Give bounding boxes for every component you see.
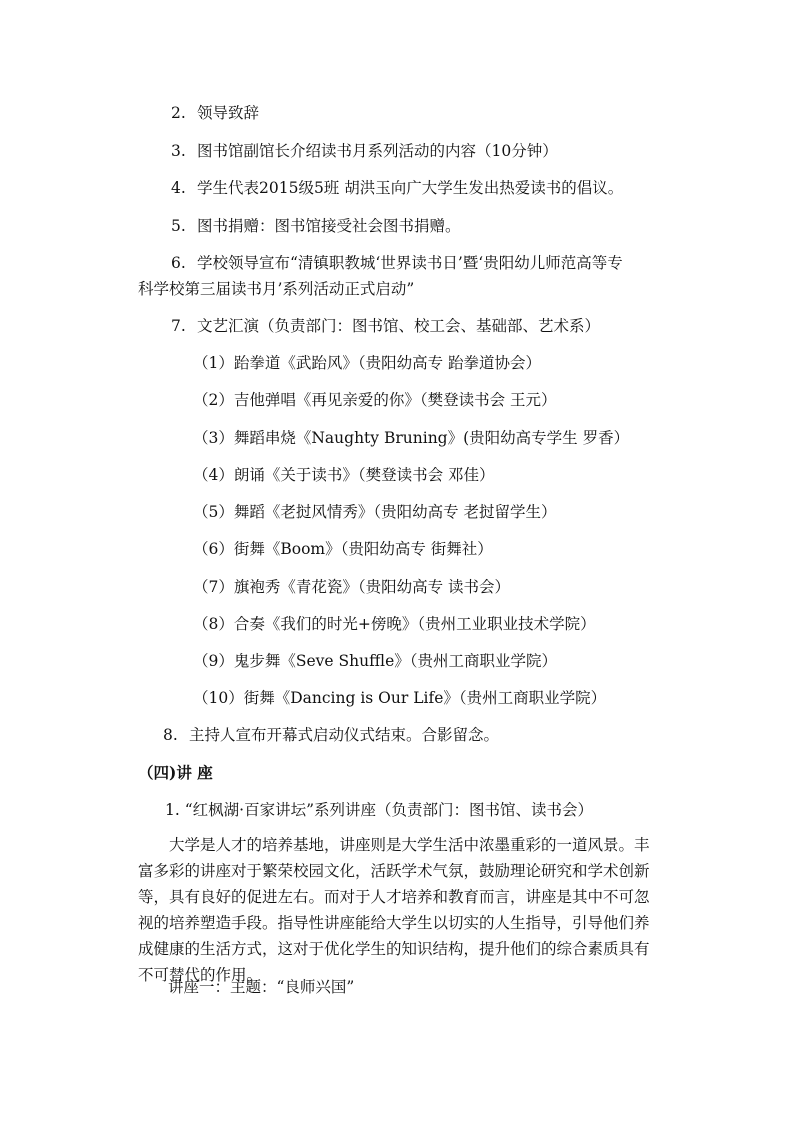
body-paragraph: 大学是人才的培养基地，讲座则是大学生活中浓墨重彩的一道风景。丰富多彩的讲座对于繁荣校园文化，活跃学术气氛，鼓励理论研究和学术创新等，具有良好的促进左右。而对于人才培养和教育而言，讲座是其中不可忽视的培养塑造手段。指导性讲座能给大学生以切实的人生指导，引导他们养成健康的生活方式，这对于优化学生的知识结构，提升他们的综合素质具有不可替代的作用。 <box>138 836 650 984</box>
lecture-one-title: 讲座一：主题：“良师兴国” <box>168 978 355 996</box>
lecture-series-item: 1. “红枫湖·百家讲坛”系列讲座（负责部门：图书馆、读书会） <box>165 801 593 819</box>
list-item-continuation: 科学校第三届读书月’系列活动正式启动” <box>138 280 415 298</box>
document-page: 2. 领导致辞 3. 图书馆副馆长介绍读书月系列活动的内容（10分钟） 4. 学生代表2015级5班 胡洪玉向广大学生发出热爱读书的倡议。 5. 图书捐赠：图书馆接受社会图书捐赠。 6. 学校领导宣布“清镇职教城‘世界读书日’暨‘贵阳幼儿师范高等专 科学校第三届读书月’系列活动正式启动” 7. 文艺汇演（负责部门：图书馆、校工会、基础部、艺术系） （1）跆拳道《武跆风》（贵阳幼高专 跆拳道协会） （2）吉他弹唱《再见亲爱的你》（樊登读书会 王元） （3）舞蹈串烧《Naughty Bruning》(贵阳幼高专学生 罗香） （4）朗诵《关于读书》（樊登读书会 邓佳） （5）舞蹈《老挝风情秀》（贵阳幼高专 老挝留学生） （6）街舞《Boom》（贵阳幼高专 街舞社） （7）旗袍秀《青花瓷》（贵阳幼高专 读书会） （8）合奏《我们的时光+傍晚》（贵州工业职业技术学院） （9）鬼步舞《Seve Shuffle》（贵州工商职业学院） （10）街舞《Dancing is Our Life》（贵州工商职业学院） 8. 主持人宣布开幕式启动仪式结束。合影留念。 （四)讲 座 1. “红枫湖·百家讲坛”系列讲座（负责部门：图书馆、读书会） 大学是人才的培养基地，讲座则是大学生活中浓墨重彩的一道风景。丰富多彩的讲座对于繁荣校园文化，活跃学术气氛，鼓励理论研究和学术创新等，具有良好的促进左右。而对于人才培养和教育而言，讲座是其中不可忽视的培养塑造手段。指导性讲座能给大学生以切实的人生指导，引导他们养成健康的生活方式，这对于优化学生的知识结构，提升他们的综合素质具有不可替代的作用。 讲座一：主题：“良师兴国” <box>0 0 793 1122</box>
section-heading: （四)讲 座 <box>138 763 213 782</box>
